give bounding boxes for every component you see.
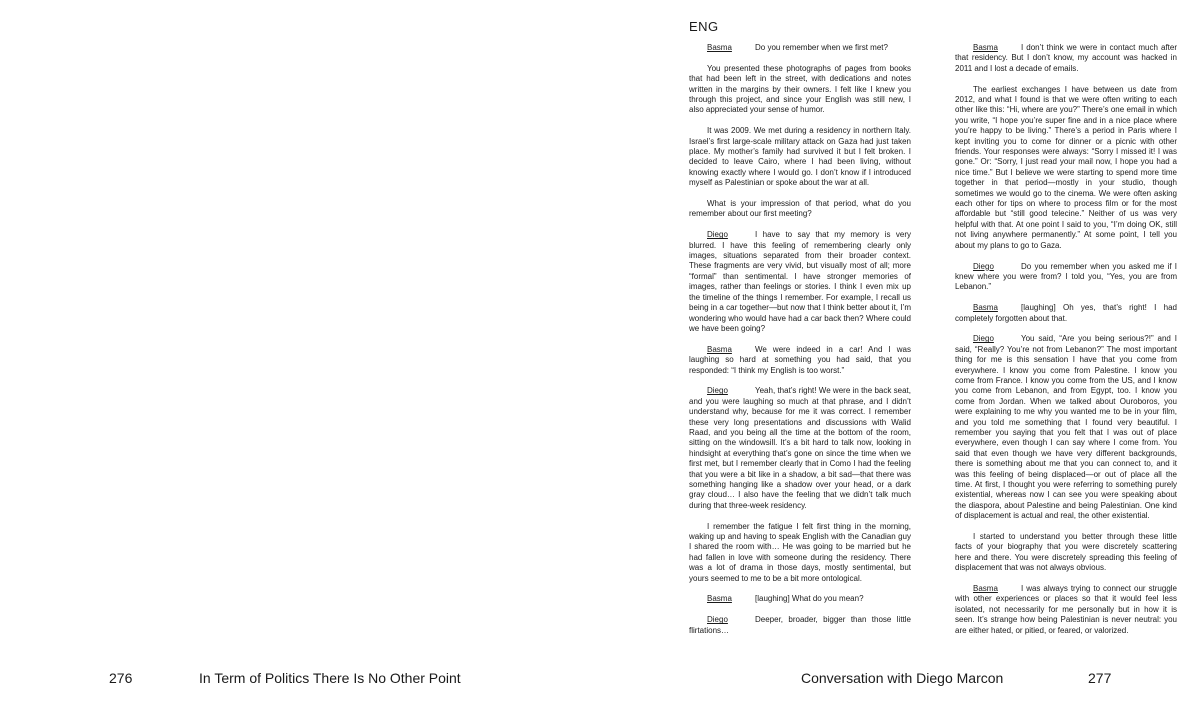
paragraph-text: I have to say that my memory is very blurred. I have this feeling of remembering clearly only images, situations separated from their broader context. These fragments are very vivid, but visually most of all; more “formal” than sentimental. I have stronger memories of images, rather than feelings or stories. I think I even mix up the timeline of the things I remember. For example, I recall us being in a car together—but now that I think better about it, I’m wondering who would have had a car back then? Where could we have been going? [689,230,911,333]
left-running-title: In Term of Politics There Is No Other Point [199,670,461,686]
paragraph-text: Deeper, broader, bigger than those little flirtations… [689,615,911,635]
speaker-name: Basma [973,584,998,594]
text-column-left [689,43,911,646]
speaker-name: Diego [973,334,994,344]
paragraph [689,386,911,511]
speaker-name: Diego [707,230,728,240]
paragraph [955,584,1177,636]
paragraph [689,199,911,220]
speaker-name: Basma [707,594,732,604]
right-running-title: Conversation with Diego Marcon [801,670,1004,686]
paragraph-text: [laughing] Oh yes, that’s right! I had completely forgotten about that. [955,303,1177,323]
paragraph-text: Do you remember when we first met? [755,43,888,52]
speaker-name: Diego [707,386,728,396]
speaker-name: Basma [707,344,732,354]
speaker-name: Basma [973,43,998,52]
paragraph-text: Do you remember when you asked me if I knew where you were from? I told you, “Yes, you are from Lebanon.” [955,261,1177,292]
text-column-right [955,43,1177,646]
paragraph-text: It was 2009. We met during a residency in northern Italy. Israel’s first large-scale military attack on Gaza had just taken place. My mother’s family had survived it but I felt broken. I decided to leave Cairo, where I had been living, without knowing exactly where I would go. I don’t know if I introduced myself as Palestinian or spoke about the war at all. [689,126,911,188]
paragraph [955,303,1177,324]
speaker-name: Basma [973,303,998,313]
right-page-number: 277 [1088,670,1112,686]
paragraph [689,230,911,334]
paragraph [955,334,1177,521]
left-page-number: 276 [109,670,133,686]
paragraph [689,64,911,116]
paragraph-text: You said, “Are you being serious?!” and I said, “Really? You’re not from Lebanon?” The most important thing for me is this sensation I have that you come from everywhere. I know you come from Palestine. I know you come from France. I know you come from the US, and I know you come from Lebanon, and from Egypt, too. I know you come from Jordan. When we talked about Ouroboros, you were explaining to me why you wanted me to be in your film, and you told me something that I found very beautiful. I remember you saying that you felt that I was out of place everywhere, even though I can say where I come from. You said that even though we have very different backgrounds, there is something about me that you can connect to, and it was this feeling of being displaced—or out of place all the time. At first, I thought you were referring to something purely existential, whereas now I can see you were speaking about the diaspora, about Palestine and being Palestinian. One kind of displacement is actual and real, the other existential. [955,334,1177,521]
paragraph [955,262,1177,293]
paragraph [689,345,911,376]
paragraph-text: I was always trying to connect our struggle with other experiences or places so that it would feel less isolated, not necessarily for me personally but in how it is seen. It’s strange how being Palestinian is never neutral: you are either hated, or pitied, or feared, or valorized. [955,584,1177,635]
speaker-name: Basma [707,43,732,52]
speaker-name: Diego [707,615,728,625]
paragraph-text: The earliest exchanges I have between us date from 2012, and what I found is that we were often writing to each other like this: “Hi, where are you?” There’s one email in which you write, “I hope you’re super fine and in a nice place where you’re happy to be living.” There’s a period in Paris where I kept inviting you to come for dinner or a picnic with other friends. Your responses were always: “Sorry I missed it! I was gone.” Or: “Sorry, I just read your mail now, I hope you had a nice time.” But I believe we were starting to spend more time together in that period—mostly in your studio, though sometimes we would go to the cinema. We were often asking each other for tips on where to process film or for the most affordable but “still good telecine.” Neither of us was very helpful with that. At one point I said to you, “I’m doing OK, still not living anywhere permanently.” At some point, I tell you about my plans to go to Gaza. [955,84,1177,250]
paragraph [689,522,911,584]
paragraph-text: [laughing] What do you mean? [755,594,864,604]
paragraph [955,85,1177,252]
paragraph [689,43,911,53]
speaker-name: Diego [973,261,994,271]
paragraph-text: Yeah, that’s right! We were in the back seat, and you were laughing so much at that phrase, and I didn’t understand why, because for me it was correct. I remember these very long presentations and discussions with Walid Raad, and you being all the time at the bottom of the room, sitting on the windowsill. It’s a bit hard to talk now, looking in hindsight at everything that’s gone on since the time when we first met, but I remember clearly that in Como I had the feeling that you were a bit like in a shadow, a bit sad—that there was something hanging like a shadow over your head, or a dark gray cloud… I also have the feeling that we didn’t talk much during that three-week residency. [689,386,911,510]
paragraph [689,594,911,604]
paragraph-text: I don’t think we were in contact much after that residency. But I don’t know, my account was hacked in 2011 and I lost a decade of emails. [955,43,1177,73]
paragraph-text: I remember the fatigue I felt first thing in the morning, waking up and having to speak English with the Canadian guy I shared the room with… He was going to be married but he had fallen in love with someone during the residency. There was a lot of drama in those days, mostly sentimental, but yours seemed to me to be a bit more ontological. [689,521,911,583]
paragraph-text: We were indeed in a car! And I was laughing so hard at something you had said, that you responded: “I think my English is too worst.” [689,344,911,375]
paragraph [955,43,1177,74]
paragraph-text: I started to understand you better through these little facts of your biography that you were discretely scattering here and there. You were discretely spreading this feeling of displacement that was not always obvious. [955,532,1177,573]
paragraph [689,126,911,188]
paragraph-text: You presented these photographs of pages from books that had been left in the street, with dedications and notes written in the margins by their owners. I felt like I knew you through this project, and since your English was still new, I also appreciated your sense of humor. [689,63,911,115]
language-label: ENG [689,19,719,34]
paragraph [689,615,911,636]
paragraph [955,532,1177,574]
paragraph-text: What is your impression of that period, what do you remember about our first meeting? [689,199,911,219]
